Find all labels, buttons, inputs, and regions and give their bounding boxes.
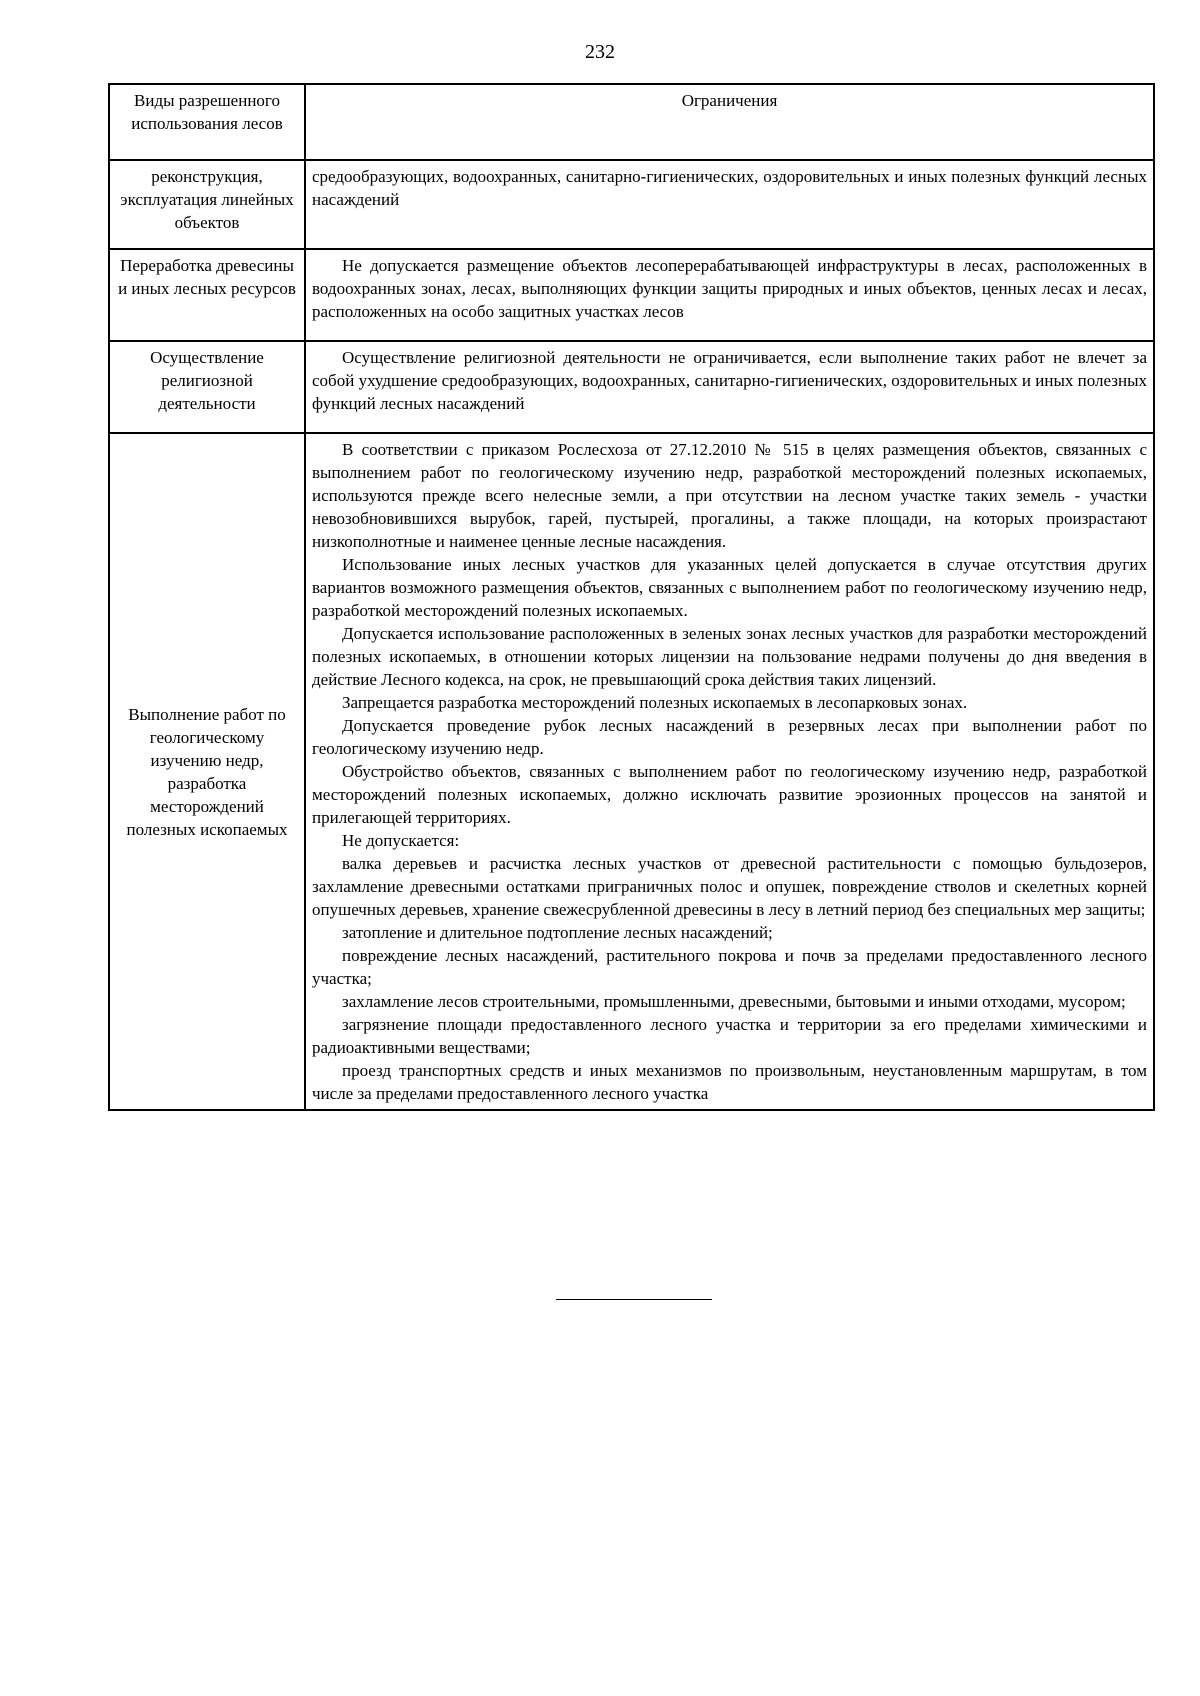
restriction-paragraph: Обустройство объектов, связанных с выполнением работ по геологическому изучению недр, разработкой месторождений полезных ископаемых, должно исключать развитие эрозионных процессов на занятой и прилегающей территориях. <box>312 762 1147 827</box>
row-restrictions <box>305 160 1154 249</box>
restriction-paragraph: валка деревьев и расчистка лесных участков от древесной растительности с помощью бульдозеров, захламление древесными остатками приграничных полос и опушек, повреждение стволов и скелетных корней опушечных деревьев, хранение свежесрубленной древесины в лесу в летний период без специальных мер защиты; <box>312 854 1147 919</box>
row-usage-kind: Осуществление религиозной деятельности <box>109 341 305 433</box>
row-usage-kind: реконструкция, эксплуатация линейных объектов <box>109 160 305 249</box>
table-row <box>109 341 1154 433</box>
row-restrictions <box>305 341 1154 433</box>
row-usage-kind: Переработка древесины и иных лесных ресурсов <box>109 249 305 341</box>
row-restrictions <box>305 433 1154 1110</box>
restriction-paragraph: Не допускается: <box>342 831 460 850</box>
table-row <box>109 433 1154 1110</box>
row-usage-kind: Выполнение работ по геологическому изучению недр, разработка месторождений полезных ископаемых <box>109 433 305 1110</box>
restriction-paragraph: средообразующих, водоохранных, санитарно-гигиенических, оздоровительных и иных полезных функций лесных насаждений <box>312 167 1147 209</box>
end-divider <box>556 1299 712 1300</box>
row-restrictions <box>305 249 1154 341</box>
page-number: 232 <box>585 41 615 63</box>
header-usage-kinds: Виды разрешенного использования лесов <box>109 84 305 160</box>
header-restrictions: Ограничения <box>305 84 1154 160</box>
restriction-paragraph: В соответствии с приказом Рослесхоза от 27.12.2010 № 515 в целях размещения объектов, связанных с выполнением работ по геологическому изучению недр, разработкой месторождений полезных ископаемых, используются прежде всего нелесные земли, а при отсутствии на лесном участке таких земель - участки невозобновившихся вырубок, гарей, пустырей, прогалины, а также площади, на которых произрастают низкополнотные и наименее ценные лесные насаждения. <box>312 440 1147 551</box>
restriction-paragraph: Запрещается разработка месторождений полезных ископаемых в лесопарковых зонах. <box>342 693 968 712</box>
restriction-paragraph: повреждение лесных насаждений, растительного покрова и почв за пределами предоставленного лесного участка; <box>312 946 1147 988</box>
restriction-paragraph: Осуществление религиозной деятельности не ограничивается, если выполнение таких работ не влечет за собой ухудшение средообразующих, водоохранных, санитарно-гигиенических, оздоровительных и иных полезных функций лесных насаждений <box>312 348 1147 413</box>
restriction-paragraph: Использование иных лесных участков для указанных целей допускается в случае отсутствия других вариантов возможного размещения объектов, связанных с выполнением работ по геологическому изучению недр, разработкой месторождений полезных ископаемых. <box>312 555 1147 620</box>
restrictions-table <box>108 83 1155 1111</box>
table-header-row <box>109 84 1154 160</box>
restriction-paragraph: захламление лесов строительными, промышленными, древесными, бытовыми и иными отходами, мусором; <box>342 992 1126 1011</box>
restriction-paragraph: Не допускается размещение объектов лесоперерабатывающей инфраструктуры в лесах, расположенных в водоохранных зонах, лесах, выполняющих функции защиты природных и иных объектов, ценных лесах и лесах, расположенных на особо защитных участках лесов <box>312 256 1147 321</box>
restriction-paragraph: загрязнение площади предоставленного лесного участка и территории за его пределами химическими и радиоактивными веществами; <box>312 1015 1147 1057</box>
restriction-paragraph: Допускается использование расположенных в зеленых зонах лесных участков для разработки месторождений полезных ископаемых, в отношении которых лицензии на пользование недрами получены до дня введения в действие Лесного кодекса, на срок, не превышающий срока действия таких лицензий. <box>312 624 1147 689</box>
table-row <box>109 160 1154 249</box>
restriction-paragraph: проезд транспортных средств и иных механизмов по произвольным, неустановленным маршрутам, в том числе за пределами предоставленного лесного участка <box>312 1061 1147 1103</box>
restriction-paragraph: Допускается проведение рубок лесных насаждений в резервных лесах при выполнении работ по геологическому изучению недр. <box>312 716 1147 758</box>
restriction-paragraph: затопление и длительное подтопление лесных насаждений; <box>342 923 773 942</box>
table-row <box>109 249 1154 341</box>
